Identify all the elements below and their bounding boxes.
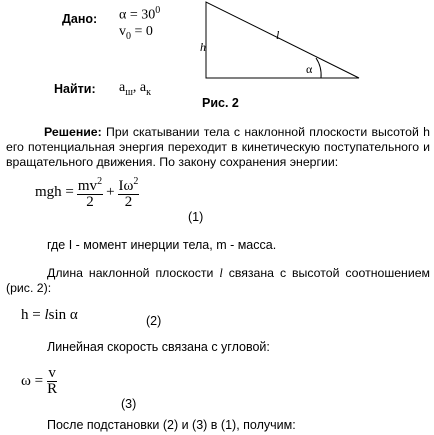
given-v0 xyxy=(119,24,153,42)
eq3-den: R xyxy=(47,381,58,397)
eq1-fraction-2 xyxy=(118,174,140,210)
length-text-before: Длина наклонной плоскости xyxy=(47,266,220,280)
v0-sub: 0 xyxy=(126,30,131,42)
eq2-l: l xyxy=(44,307,49,323)
height-label: h xyxy=(200,40,206,54)
eq1-den1: 2 xyxy=(86,194,94,210)
eq1-num1 xyxy=(77,174,103,195)
v0-value: = 0 xyxy=(131,24,153,39)
figure-caption: Рис. 2 xyxy=(202,96,239,110)
find-label: Найти: xyxy=(54,82,96,96)
equation-2 xyxy=(21,307,78,324)
length-text-l: l xyxy=(219,266,223,280)
given-label: Дано: xyxy=(62,12,98,26)
eq1-num1-text: mv xyxy=(77,178,98,194)
length-text-after: связана с высотой соотношением (рис. 2): xyxy=(6,266,430,296)
length-label: l xyxy=(276,28,280,42)
eq1-number: (1) xyxy=(188,210,204,224)
eq1-plus: + xyxy=(106,183,115,200)
a1-symbol: a xyxy=(119,80,126,95)
solution-label: Решение: xyxy=(44,125,102,139)
degree-sup: 0 xyxy=(155,5,161,16)
eq2-lhs: h = xyxy=(21,307,45,323)
eq2-number: (2) xyxy=(146,314,162,328)
where-line: где I - момент инерции тела, m - масса. xyxy=(47,238,277,252)
eq1-den2: 2 xyxy=(124,194,133,210)
incline-figure xyxy=(195,0,365,82)
alpha-value: α = 30 xyxy=(119,7,156,23)
given-alpha xyxy=(119,5,160,24)
equation-3 xyxy=(21,366,57,397)
eq3-num: v xyxy=(48,365,56,381)
after-substitution-line: После подстановки (2) и (3) в (1), получим: xyxy=(47,418,296,432)
eq1-lhs: mgh = xyxy=(35,183,74,200)
eq1-num2-sup: 2 xyxy=(133,176,139,187)
a1-sub: ш xyxy=(125,86,133,98)
equation-1 xyxy=(35,174,139,210)
solution-text: При скатывании тела с наклонной плоскости высотой h его потенциальная энергия переходит в кинетическую поступательного и вращательного движения. По закону сохранения энергии: xyxy=(6,125,430,170)
eq1-num1-sup: 2 xyxy=(97,176,103,187)
linear-line: Линейная скорость связана с угловой: xyxy=(47,340,270,354)
incline-triangle xyxy=(206,2,359,78)
eq1-fraction-1 xyxy=(77,174,103,210)
solution-paragraph xyxy=(6,125,430,171)
eq3-fraction xyxy=(47,366,57,397)
a2-symbol: , a xyxy=(132,80,147,95)
eq1-num2 xyxy=(118,174,140,195)
a2-sub: к xyxy=(146,86,151,98)
angle-arc xyxy=(316,58,321,78)
eq3-lhs: ω = xyxy=(21,373,44,389)
length-paragraph xyxy=(6,266,430,296)
find-values xyxy=(119,80,151,98)
v0-symbol: v xyxy=(119,24,126,39)
eq1-num2-text: Iω xyxy=(118,178,134,194)
eq2-rhs: sin α xyxy=(48,307,78,323)
angle-label: α xyxy=(306,62,313,76)
eq3-number: (3) xyxy=(121,397,137,411)
